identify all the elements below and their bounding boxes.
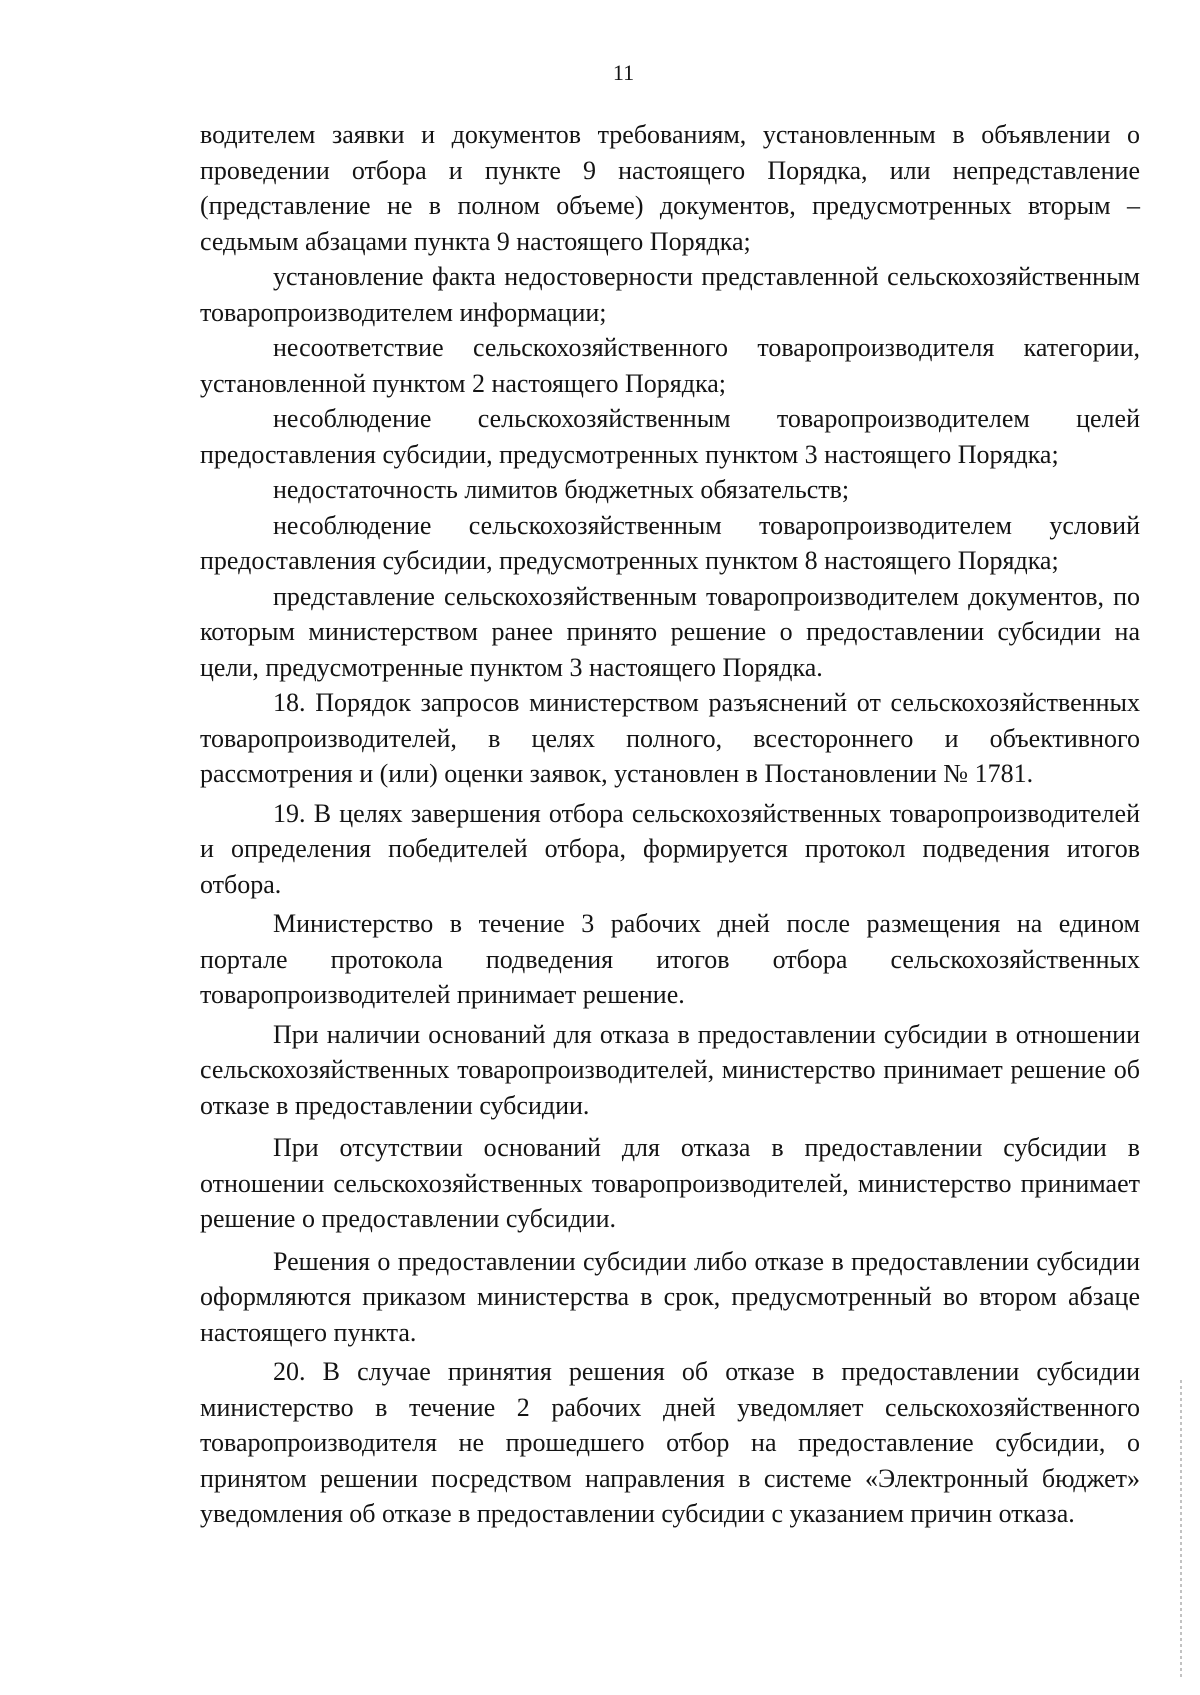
paragraph-decision-order: Решения о предоставлении субсидии либо отказе в предоставлении субсидии оформляются приказом министерства в срок, предусмотренный во втором абзаце настоящего пункта. <box>200 1246 1140 1347</box>
paragraph-refusal-grounds: При наличии оснований для отказа в предоставлении субсидии в отношении сельскохозяйственных товаропроизводителей, министерство принимает решение об отказе в предоставлении субсидии. <box>200 1019 1140 1120</box>
paragraph-category-mismatch: несоответствие сельскохозяйственного товаропроизводителя категории, установленной пунктом 2 настоящего Порядка; <box>200 333 1140 398</box>
paragraph-clause-19: 19. В целях завершения отбора сельскохозяйственных товаропроизводителей и определения победителей отбора, формируется протокол подведения итогов отбора. <box>200 798 1140 899</box>
paragraph-clause-18: 18. Порядок запросов министерством разъяснений от сельскохозяйственных товаропроизводителей, в целях полного, всестороннего и объективного рассмотрения и (или) оценки заявок, установлен в Постановлении № 1781. <box>200 688 1140 788</box>
paragraph-no-refusal-grounds: При отсутствии оснований для отказа в предоставлении субсидии в отношении сельскохозяйственных товаропроизводителей, министерство принимает решение о предоставлении субсидии. <box>200 1133 1140 1233</box>
paragraph-unreliable-info: установление факта недостоверности представленной сельскохозяйственным товаропроизводителем информации; <box>200 262 1140 327</box>
paragraph-ministry-decision: Министерство в течение 3 рабочих дней после размещения на едином портале протокола подведения итогов отбора сельскохозяйственных товаропроизводителей принимает решение. <box>200 909 1140 1009</box>
paragraph-duplicate-documents: представление сельскохозяйственным товаропроизводителем документов, по которым министерством ранее принято решение о предоставлении субсидии на цели, предусмотренные пунктом 3 настоящего Порядка. <box>200 581 1140 682</box>
paragraph-goals-noncompliance: несоблюдение сельскохозяйственным товаропроизводителем целей предоставления субсидии, предусмотренных пунктом 3 настоящего Порядка; <box>200 404 1140 469</box>
scan-edge-mark <box>1180 1380 1182 1680</box>
paragraph-budget-limits: недостаточность лимитов бюджетных обязательств; <box>273 475 850 504</box>
paragraph-conditions-noncompliance: несоблюдение сельскохозяйственным товаропроизводителем условий предоставления субсидии, предусмотренных пунктом 8 настоящего Порядка; <box>200 510 1140 575</box>
page-number: 11 <box>612 60 635 85</box>
paragraph-continuation: водителем заявки и документов требованиям, установленным в объявлении о проведении отбора и пункте 9 настоящего Порядка, или непредставление (представление не в полном объеме) документов, предусмотренных вторым – седьмым абзацами пункта 9 настоящего Порядка; <box>200 120 1140 256</box>
paragraph-clause-20: 20. В случае принятия решения об отказе в предоставлении субсидии министерство в течение 2 рабочих дней уведомляет сельскохозяйственного товаропроизводителя не прошедшего отбор на предоставление субсидии, о принятом решении посредством направления в системе «Электронный бюджет» уведомления об отказе в предоставлении субсидии с указанием причин отказа. <box>200 1357 1140 1528</box>
document-body <box>200 117 1140 1532</box>
